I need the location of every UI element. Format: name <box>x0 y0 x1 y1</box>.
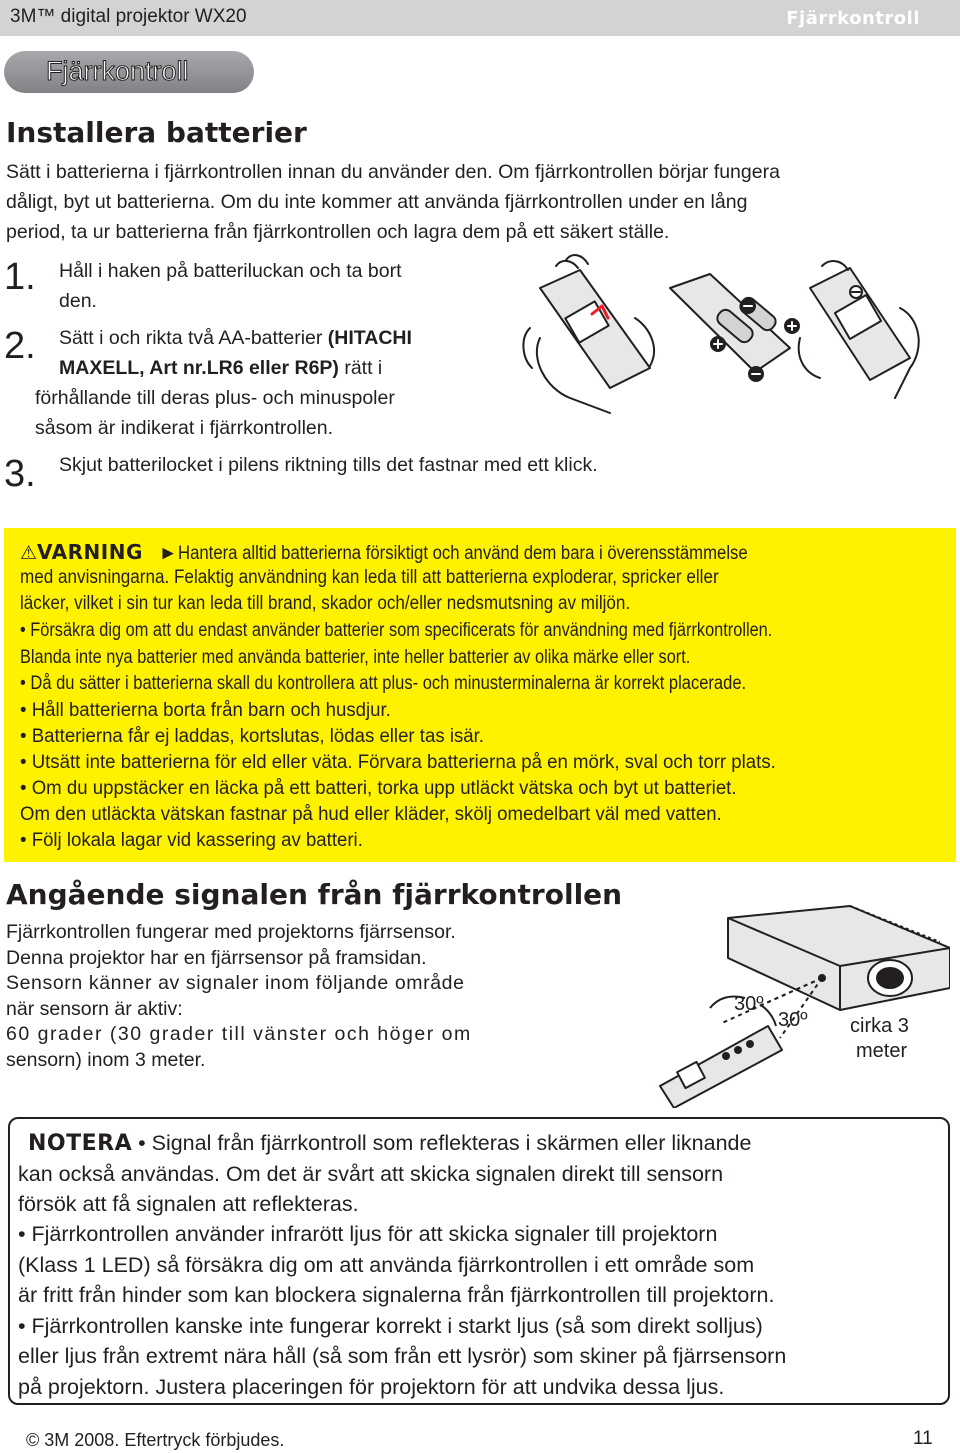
distance-label: meter <box>856 1040 908 1062</box>
step-line: Håll i haken på batteriluckan och ta bort <box>59 260 402 282</box>
warning-bullet: • Utsätt inte batterierna för eld eller väta. Förvara batterierna på en mörk, sval och torr plats. <box>20 752 776 773</box>
remote-cover-icon <box>799 261 919 398</box>
angle-right-label: 30º <box>778 1009 808 1031</box>
note-line <box>28 1128 751 1159</box>
signal-line: Fjärrkontrollen fungerar med projektorns fjärrsensor. <box>6 921 456 943</box>
warning-line <box>20 591 698 617</box>
distance-label: cirka 3 <box>850 1015 909 1037</box>
arrow-right-icon: ► <box>148 543 178 564</box>
warning-bullet: • Batterierna får ej laddas, kortslutas, lödas eller tas isär. <box>20 726 484 747</box>
step-line: förhållande till deras plus- och minuspoler <box>35 387 395 409</box>
step-2-text <box>59 323 412 383</box>
intro-line: period, ta ur batterierna från fjärrkontrollen och lagra dem på ett säkert ställe. <box>6 221 670 243</box>
step-2-text-bold: (HITACHI <box>327 327 412 349</box>
step-line <box>59 323 412 353</box>
warning-line <box>20 776 751 802</box>
warning-bullet: • Följ lokala lagar vid kassering av batteri. <box>20 830 363 851</box>
step-2-text-bold: MAXELL, Art nr.LR6 eller R6P) <box>59 357 339 379</box>
step-1-number: 1. <box>4 256 36 298</box>
warning-text: med anvisningarna. Felaktig användning kan leda till att batterierna exploderar, spricker eller <box>20 567 719 588</box>
warning-line <box>20 618 895 644</box>
remote-control-icon <box>660 1026 782 1108</box>
document-title: 3M™ digital projektor WX20 <box>10 6 247 27</box>
chapter-title: Fjärrkontroll <box>786 8 920 29</box>
warning-line <box>20 802 736 828</box>
warning-text: läcker, vilket i sin tur kan leda till brand, skador och/eller nedsmutsning av miljön. <box>20 593 631 614</box>
note-line: försök att få signalen att reflekteras. <box>18 1192 359 1216</box>
warning-line <box>20 645 799 671</box>
warning-line <box>20 565 796 591</box>
signal-line: Denna projektor har en fjärrsensor på framsidan. <box>6 946 427 969</box>
note-box <box>8 1117 950 1405</box>
signal-line: när sensorn är aktiv: <box>6 997 183 1020</box>
note-label: NOTERA <box>28 1131 133 1156</box>
battery-installation-illustration <box>500 248 930 418</box>
step-2-text-normal: Sätt i och rikta två AA-batterier <box>59 327 328 349</box>
note-line: på projektorn. Justera placeringen för projektorn för att undvika dessa ljus. <box>18 1375 725 1399</box>
remote-hand-icon <box>523 255 654 413</box>
warning-bullet: • Då du sätter i batterierna skall du kontrollera att plus- och minusterminalerna är korrekt placerade. <box>20 673 747 694</box>
angle-left-label: 30º <box>734 993 764 1015</box>
batteries-heading: Installera batterier <box>6 116 307 149</box>
step-2-continuation <box>35 383 395 443</box>
warning-bullet: • Om du uppstäcker en läcka på ett batteri, torka upp utläckt vätska och byt ut batteriet. <box>20 778 737 799</box>
step-1-text <box>59 256 402 316</box>
step-line: såsom är indikerat i fjärrkontrollen. <box>35 417 334 439</box>
note-line: • Fjärrkontrollen använder infrarött ljus för att skicka signaler till projektorn <box>18 1222 718 1246</box>
signal-line: Sensorn känner av signaler inom följande område <box>6 972 465 994</box>
signal-line: 60 grader (30 grader till vänster och höger om <box>6 1023 472 1045</box>
step-line: den. <box>59 290 97 312</box>
step-3-text: Skjut batterilocket i pilens riktning tills det fastnar med ett klick. <box>59 454 598 476</box>
signal-heading: Angående signalen från fjärrkontrollen <box>6 878 623 911</box>
note-text: • Signal från fjärrkontroll som reflekteras i skärmen eller liknande <box>132 1131 752 1155</box>
step-2-number: 2. <box>4 325 36 367</box>
warning-bullet: • Försäkra dig om att du endast använder batterier som specificerats för användning med fjärrkontrollen. <box>20 620 773 641</box>
warning-first-line: Hantera alltid batterierna försiktigt och använd dem bara i överensstämmelse <box>177 543 748 564</box>
note-line: (Klass 1 LED) så försäkra dig om att använda fjärrkontrollen i ett område som <box>18 1253 755 1277</box>
remote-batteries-icon <box>670 274 799 381</box>
warning-line <box>20 724 493 750</box>
warning-text: Om den utläckta vätskan fastnar på hud eller kläder, skölj omedelbart väl med vatten. <box>20 804 722 825</box>
note-line: kan också användas. Om det är svårt att skicka signalen direkt till sensorn <box>18 1162 724 1186</box>
step-line <box>59 353 412 383</box>
section-tab-label: Fjärrkontroll <box>46 56 189 86</box>
note-line: eller ljus från extremt nära håll (så som från ett lysrör) som skiner på fjärrsensorn <box>18 1344 787 1368</box>
warning-line <box>20 539 825 567</box>
note-line: • Fjärrkontrollen kanske inte fungerar korrekt i starkt ljus (så som direkt solljus) <box>18 1314 763 1338</box>
warning-icon: ⚠ <box>20 543 38 564</box>
batteries-intro <box>6 157 780 247</box>
note-line: är fritt från hinder som kan blockera signalerna från fjärrkontrollen till projektorn. <box>18 1283 775 1307</box>
section-tab <box>4 51 254 93</box>
page-number: 11 <box>913 1428 933 1449</box>
signal-text <box>6 920 472 1073</box>
warning-text: Blanda inte nya batterier med använda batterier, inte heller batterier av olika märke eller sort. <box>20 647 691 668</box>
step-2-text-normal: rätt i <box>338 357 383 379</box>
warning-bullet: • Håll batterierna borta från barn och husdjur. <box>20 700 391 721</box>
intro-line: dåligt, byt ut batterierna. Om du inte kommer att använda fjärrkontrollen under en lång <box>6 191 748 213</box>
step-3-number: 3. <box>4 453 36 495</box>
signal-line: sensorn) inom 3 meter. <box>6 1048 206 1071</box>
remote-range-diagram <box>650 898 950 1108</box>
warning-box <box>4 528 956 862</box>
angle-arc <box>762 1006 776 1026</box>
intro-line: Sätt i batterierna i fjärrkontrollen innan du använder den. Om fjärrkontrollen börjar fungera <box>6 161 780 183</box>
warning-label: VARNING <box>37 540 143 564</box>
warning-line <box>20 750 791 776</box>
warning-line <box>20 698 398 724</box>
copyright: © 3M 2008. Eftertryck förbjudes. <box>26 1430 285 1450</box>
warning-line <box>20 828 370 854</box>
warning-line <box>20 671 855 697</box>
